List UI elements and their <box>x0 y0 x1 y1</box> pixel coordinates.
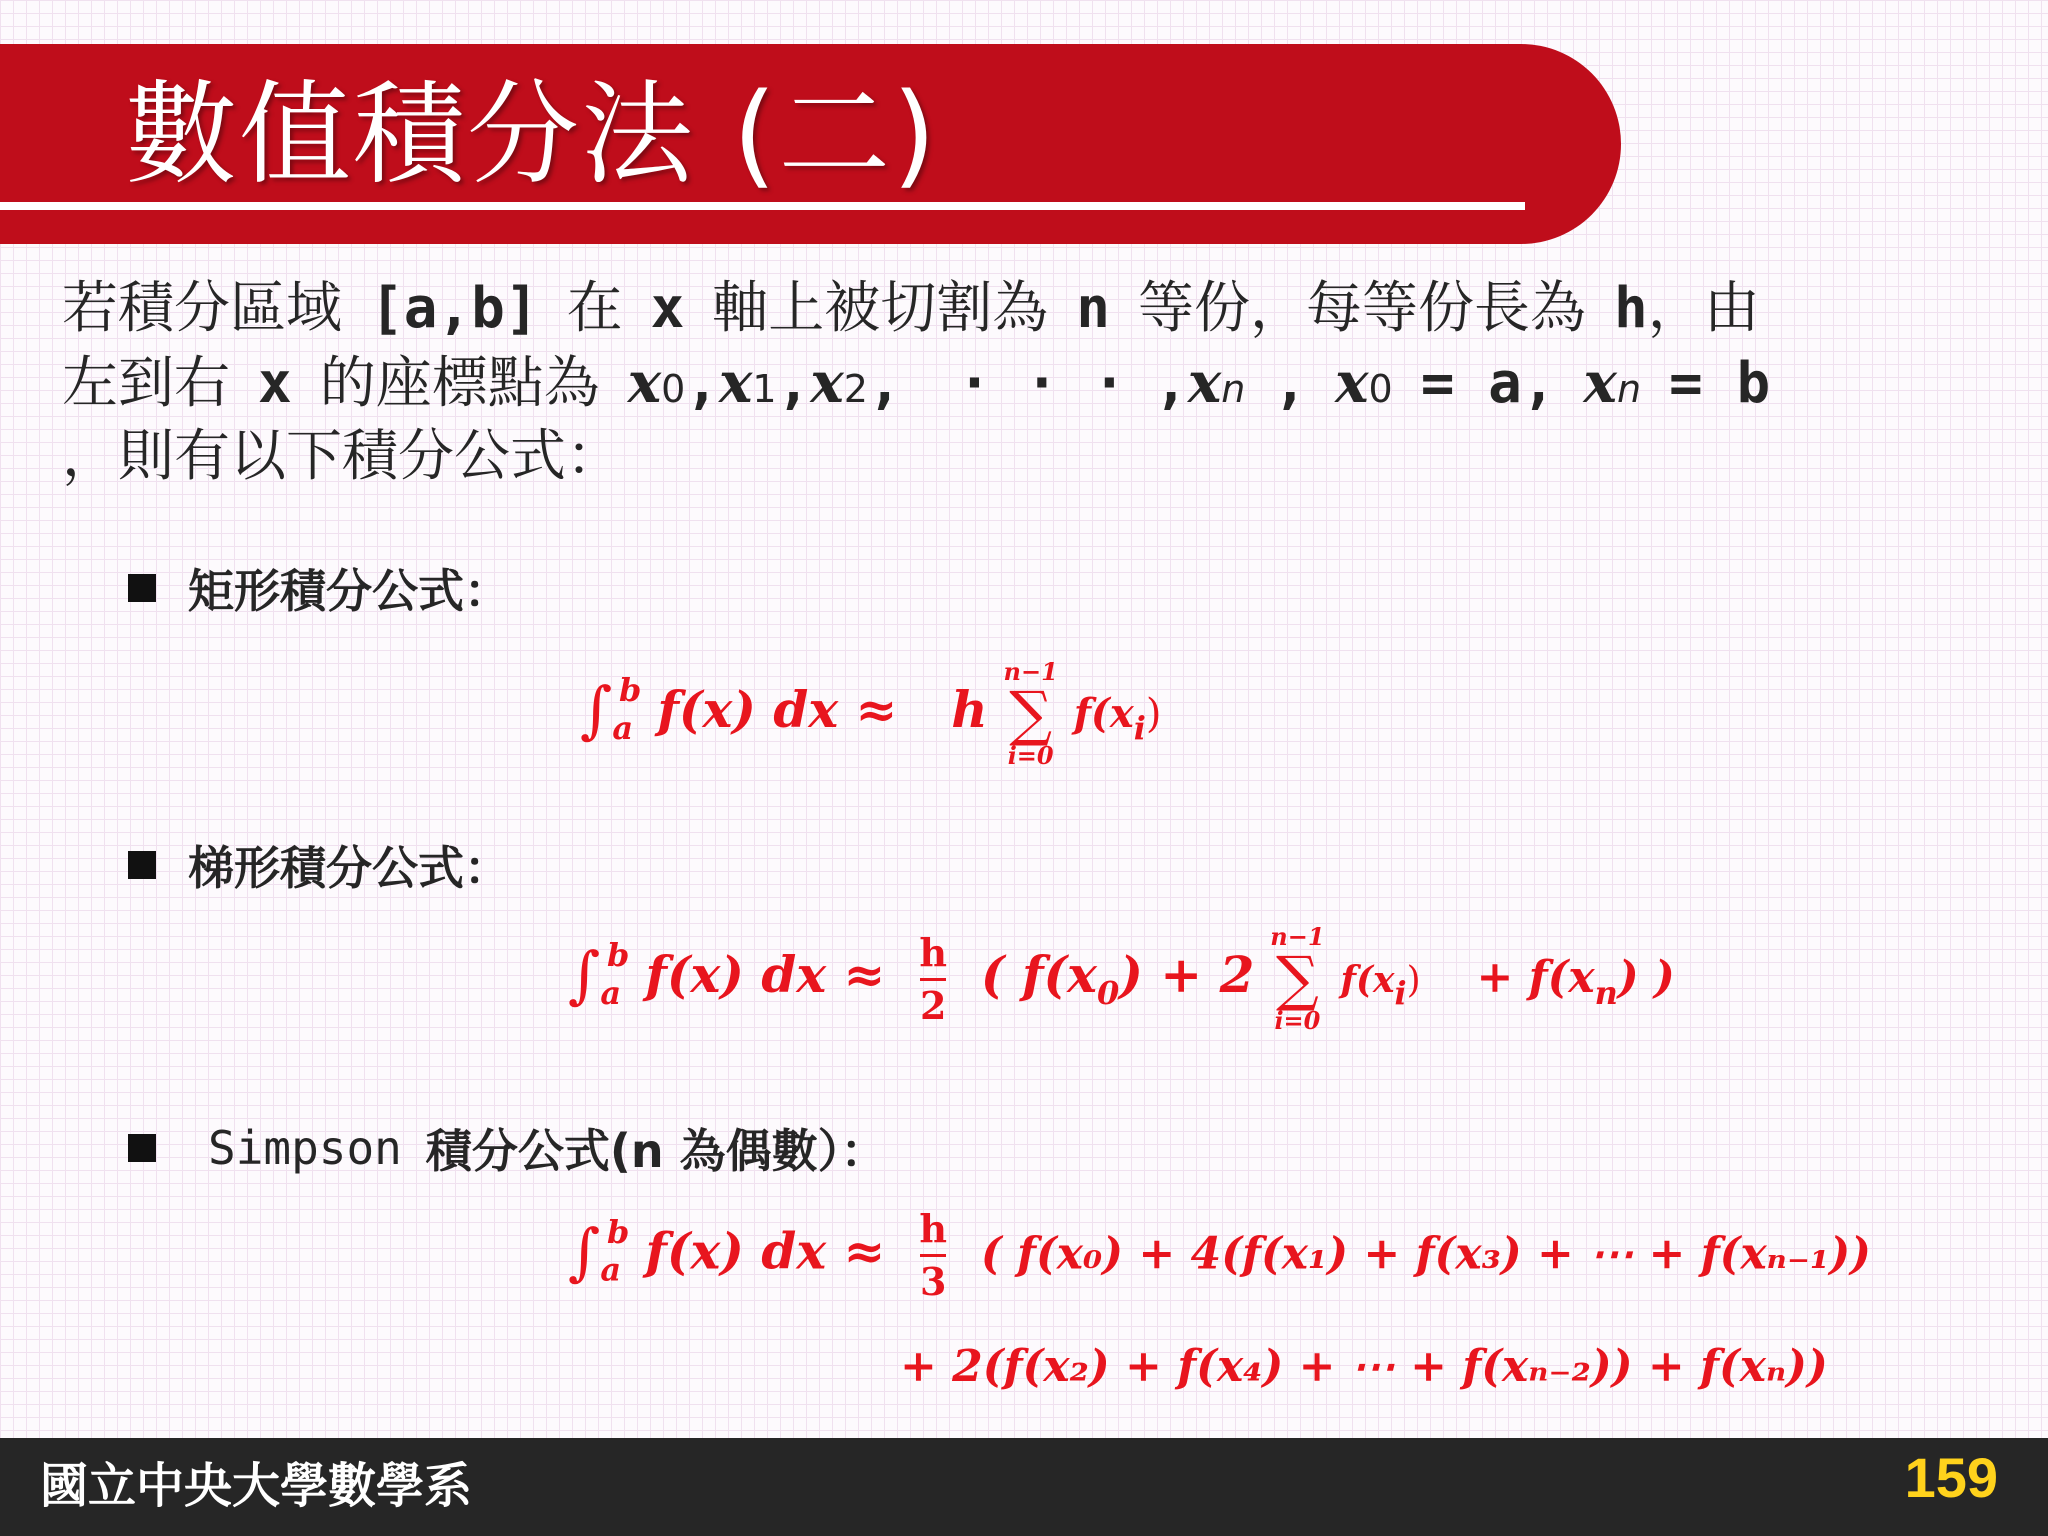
integral-sign: ∫ <box>568 938 601 1011</box>
intro-text: 左到右 <box>62 351 230 416</box>
intro-text: ，則有以下積分公式： <box>62 424 622 489</box>
ellipsis: · · · <box>957 351 1127 416</box>
var-x: x <box>258 351 292 416</box>
lower-limit: a <box>600 974 622 1012</box>
integrand: f(x) dx ≈ <box>645 1221 886 1281</box>
intro-line-2 <box>62 346 2012 420</box>
upper-limit: b <box>607 1212 630 1251</box>
fraction-h-over-2 <box>919 929 947 1028</box>
integral-sign: ∫ <box>568 1214 601 1288</box>
frac-denominator: 3 <box>919 1259 947 1304</box>
upper-limit: b <box>619 671 642 709</box>
subscript: 0 <box>661 367 686 411</box>
sigma-icon: ∑ <box>1275 944 1319 1014</box>
footer-bar <box>0 1438 2048 1536</box>
var-x: x <box>650 276 685 341</box>
sigma-sum <box>1003 657 1058 770</box>
sigma-icon: ∑ <box>1009 679 1053 749</box>
slide-title: 數值積分法 (二) <box>125 70 938 200</box>
point-xn: x <box>1187 350 1222 416</box>
fraction-h-over-3 <box>919 1206 947 1304</box>
sum-term: f(x <box>1340 959 1395 1001</box>
lower-limit: a <box>612 709 634 747</box>
intro-text: 在 <box>566 276 623 341</box>
bullet-label: 矩形積分公式： <box>188 564 510 618</box>
bullet-label: 梯形積分公式： <box>188 841 510 895</box>
equals-a: = a, <box>1420 351 1556 416</box>
bullet-rectangle-rule <box>128 555 510 621</box>
bullet-square-icon <box>128 1134 156 1162</box>
bullet-square-icon <box>128 574 156 602</box>
point-x1: x <box>719 350 753 416</box>
paren: ) <box>1145 691 1162 737</box>
simpson-row-2: + 2(f(x₂) + f(x₄) + ⋯ + f(xₙ₋₂)) + f(xₙ)) <box>900 1341 1828 1392</box>
plus-two: ) + 2 <box>1119 945 1255 1004</box>
paren: ) <box>1406 960 1421 1001</box>
subscript: i <box>1133 709 1146 747</box>
intro-text: ，由 <box>1647 276 1760 341</box>
subscript: n <box>1221 367 1246 411</box>
intro-paragraph <box>62 272 2012 494</box>
comma: , <box>1154 351 1188 416</box>
formula-rectangle <box>580 657 1162 770</box>
sigma-lower: i=0 <box>1007 741 1054 770</box>
point-x0: x <box>627 350 662 416</box>
sigma-sum <box>1270 922 1325 1035</box>
upper-limit: b <box>607 936 630 974</box>
point-x2: x <box>810 350 844 416</box>
interval-ab: [a,b] <box>370 276 539 341</box>
sigma-upper: n−1 <box>1270 922 1325 951</box>
sigma-upper: n−1 <box>1003 657 1058 686</box>
intro-text: 的座標點為 <box>319 351 600 416</box>
term-f-xn: + f(x <box>1476 952 1595 1003</box>
subscript: i <box>1394 974 1407 1012</box>
formula-simpson-row-2 <box>900 1335 1828 1393</box>
integrand: f(x) dx ≈ <box>645 945 886 1004</box>
footer-organization: 國立中央大學數學系 <box>40 1458 473 1514</box>
var-n: n <box>1076 276 1111 341</box>
comma: , <box>1273 351 1308 416</box>
lower-limit: a <box>600 1250 622 1289</box>
equals-b: = b <box>1669 351 1771 416</box>
simpson-row-1: ( f(x₀) + 4(f(x₁) + f(x₃) + ⋯ + f(xₙ₋₁)) <box>980 1228 1871 1280</box>
intro-text: 若積分區域 <box>62 276 342 341</box>
bullet-label-en: Simpson <box>208 1121 402 1175</box>
point-xn: x <box>1583 350 1617 416</box>
intro-text: 軸上被切割為 <box>712 276 1049 341</box>
bullet-label: 積分公式(n 為偶數）： <box>425 1124 887 1178</box>
subscript: 2 <box>843 367 868 411</box>
subscript: 0 <box>1096 974 1120 1012</box>
subscript: n <box>1616 367 1642 411</box>
page-number: 159 <box>1904 1446 1998 1509</box>
integrand: f(x) dx ≈ <box>657 680 898 739</box>
fraction-bar <box>920 978 946 981</box>
frac-numerator: h <box>919 929 947 975</box>
subscript: 1 <box>752 367 777 411</box>
term-f-x0: ( f(x <box>980 945 1097 1004</box>
comma: , <box>867 351 902 416</box>
step-h: h <box>951 680 988 739</box>
point-x0: x <box>1335 350 1369 416</box>
fraction-bar <box>920 1254 946 1257</box>
frac-denominator: 2 <box>919 982 947 1028</box>
intro-line-1 <box>62 272 2012 346</box>
formula-simpson <box>568 1206 1871 1304</box>
paren: ) ) <box>1617 952 1675 1003</box>
sigma-lower: i=0 <box>1274 1006 1321 1035</box>
var-h: h <box>1614 276 1648 341</box>
subscript: 0 <box>1368 367 1393 411</box>
bullet-simpson-rule <box>128 1115 887 1181</box>
sum-term: f(x <box>1073 690 1134 737</box>
formula-trapezoid <box>568 922 1675 1035</box>
comma: , <box>776 351 811 416</box>
intro-line-3 <box>62 420 2012 494</box>
comma: , <box>685 351 720 416</box>
bullet-trapezoid-rule <box>128 832 510 898</box>
subscript: n <box>1594 974 1618 1012</box>
intro-text: 等份，每等份長為 <box>1138 276 1587 341</box>
bullet-square-icon <box>128 851 156 879</box>
frac-numerator: h <box>919 1206 947 1251</box>
integral-sign: ∫ <box>580 673 613 746</box>
